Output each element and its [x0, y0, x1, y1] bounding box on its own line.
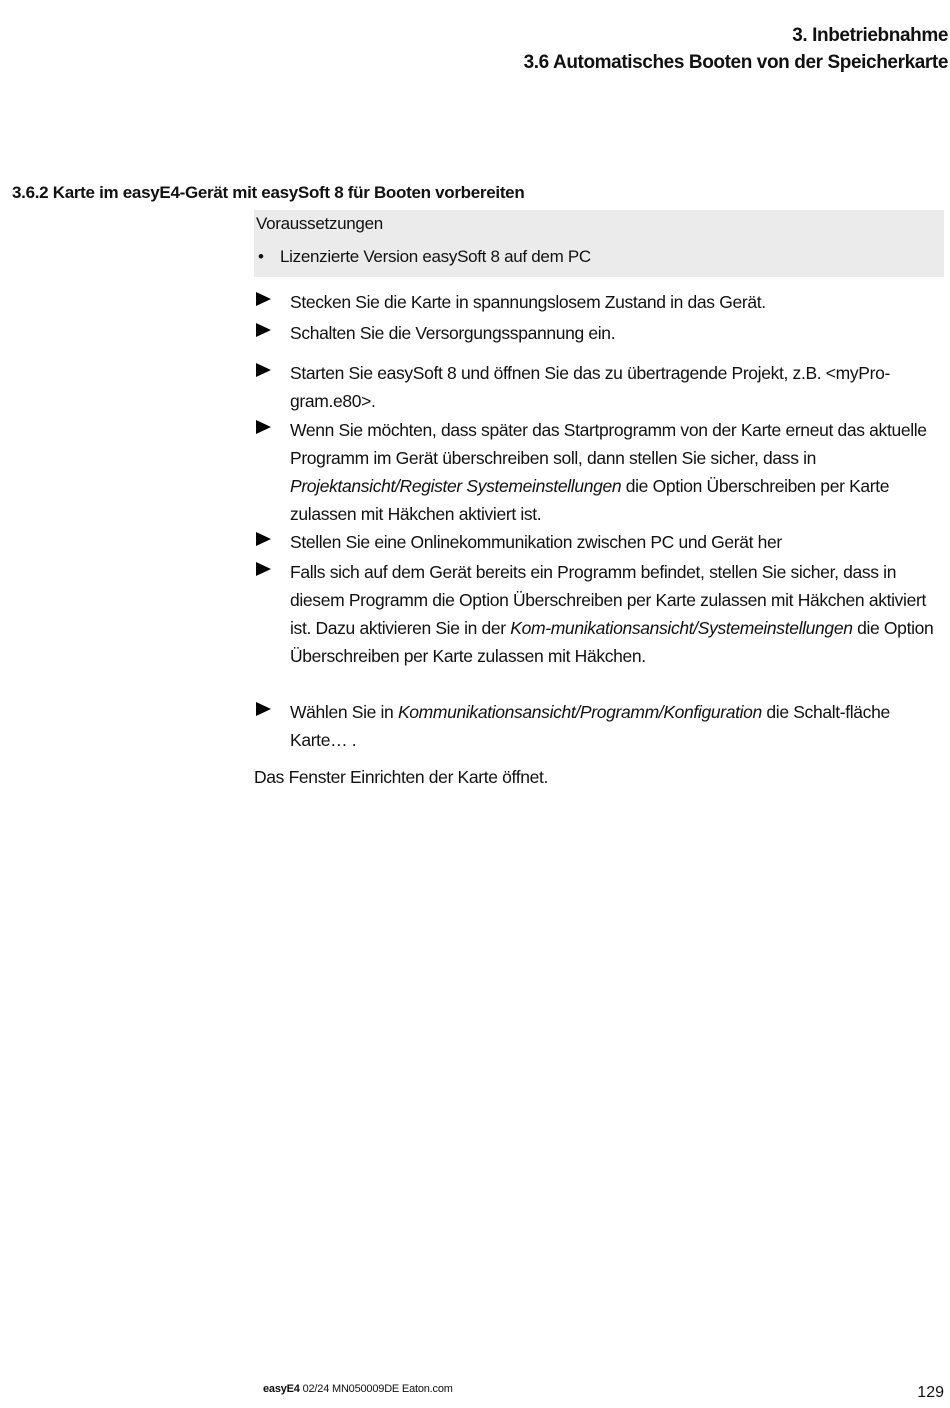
step-arrow-icon — [256, 323, 271, 337]
step-text — [290, 416, 950, 528]
step-text-part: die Schalt-fläche Karte… . — [290, 702, 890, 750]
step-arrow-icon — [256, 363, 271, 377]
page-header — [524, 22, 948, 76]
prerequisites-box — [254, 210, 944, 277]
prerequisites-item — [258, 247, 591, 267]
step-text-part: die Option Überschreiben per Karte zulassen mit Häkchen. — [290, 618, 934, 666]
page-number: 129 — [917, 1384, 944, 1401]
footer-meta: 02/24 MN050009DE Eaton.com — [302, 1383, 453, 1395]
chapter-title: 3. Inbetriebnahme — [792, 25, 948, 46]
step-menu-path: Projektansicht/Register Systemeinstellungen — [290, 476, 622, 496]
step-text: Schalten Sie die Versorgungsspannung ein. — [290, 323, 616, 343]
step-text-part: Falls sich auf dem Gerät bereits ein Programm befindet, stellen Sie sicher, dass in diesem Programm die Option Überschreiben per Karte zulassen mit Häkchen aktiviert ist. Dazu aktivieren Sie in der — [290, 562, 926, 638]
step-text-part: Wählen Sie in — [290, 702, 394, 722]
step-arrow-icon — [256, 562, 271, 576]
step-arrow-icon — [256, 702, 271, 716]
step-text-part: Wenn Sie möchten, dass später das Startprogramm von der Karte erneut das aktuelle Programm im Gerät überschreiben soll, dann stellen Sie sicher, dass in — [290, 420, 927, 468]
section-title: 3.6 Automatisches Booten von der Speicherkarte — [523, 52, 948, 73]
step-text: Starten Sie easySoft 8 und öffnen Sie das zu übertragende Projekt, z.B. <myPro-gram.e80>. — [290, 363, 890, 411]
step-text — [290, 558, 950, 670]
step-text — [290, 698, 950, 754]
step-arrow-icon — [256, 532, 271, 546]
footer-product: easyE4 — [263, 1383, 300, 1395]
step-arrow-icon — [256, 292, 271, 306]
bullet-icon: • — [258, 247, 264, 266]
prerequisites-title: Voraussetzungen — [256, 214, 383, 233]
step-text: Stecken Sie die Karte in spannungslosem Zustand in das Gerät. — [290, 292, 766, 312]
section-heading: 3.6.2 Karte im easyE4-Gerät mit easySoft 8 für Booten vorbereiten — [12, 183, 525, 202]
step-arrow-icon — [256, 420, 271, 434]
step-text-part: die Option Überschreiben per Karte zulassen mit Häkchen aktiviert ist. — [290, 476, 890, 524]
step-text: Stellen Sie eine Onlinekommunikation zwischen PC und Gerät her — [290, 532, 782, 552]
step-menu-path: Kom-munikationsansicht/Systemeinstellungen — [510, 618, 853, 638]
result-text: Das Fenster Einrichten der Karte öffnet. — [254, 767, 549, 787]
page-footer — [263, 1383, 453, 1395]
step-menu-path: Kommunikationsansicht/Programm/Konfiguration — [397, 702, 762, 722]
prerequisite-text: Lizenzierte Version easySoft 8 auf dem PC — [280, 247, 591, 266]
